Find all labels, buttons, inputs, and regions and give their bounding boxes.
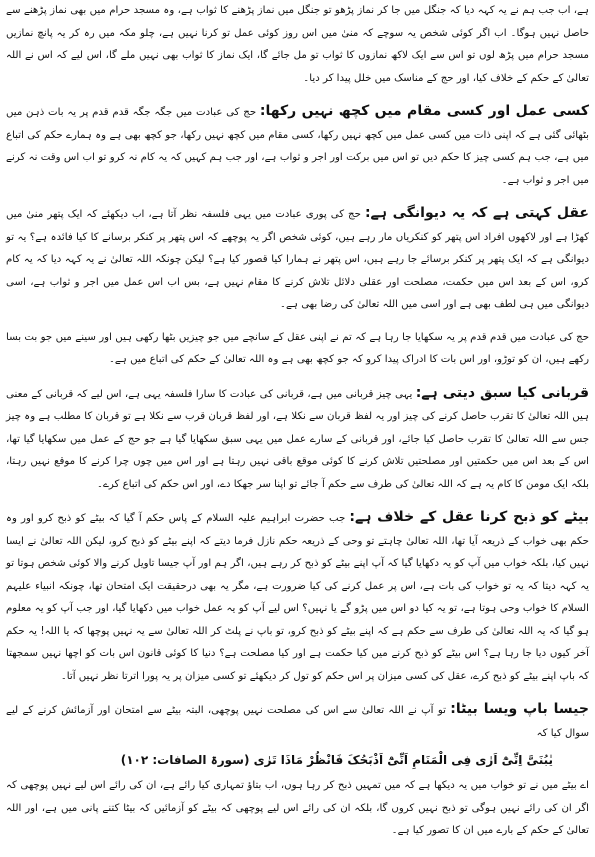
- section-heading: جیسا باپ ویسا بیٹا:: [450, 701, 589, 717]
- paragraph: بیٹے کو ذبح کرنا عقل کے خلاف ہے: جب حضرت ابراہیم علیہ السلام کے پاس حکم آ گیا کہ بیٹے کو ذبح کرو اور وہ حکم بھی خواب کے ذریعہ آیا تھا، اللہ تعالیٰ چاہتے تو وحی کے ذریعہ حکم نازل فرما دیتے کہ اپنے بیٹے کو ذبح کرو، لیکن اللہ تعالیٰ نے ایسا نہیں کیا، بلکہ خواب میں آپ کو یہ دکھایا گیا کہ آپ اپنے بیٹے کو ذبح کر رہے ہیں، اگر ہم اور آپ جیسا تاویل کرنے والا کوئی شخص ہوتا تو یہ کہہ دیتا کہ یہ تو خواب کی بات ہے، اس پر عمل کرنے کی کیا ضرورت ہے، مگر یہ بھی درحقیقت ایک امتحان تھا، چونکہ انبیاء علیہم السلام کا خواب وحی ہوتا ہے، تو یہ کیا دو اس میں پڑو گے یا نہیں؟ اس لیے آپ کو یہ عمل خواب میں دکھایا گیا، اور جب آپ کو یہ معلوم ہو گیا کہ یہ اللہ تعالیٰ کی طرف سے حکم ہے کہ اپنے بیٹے کو ذبح کرو، تو باپ نے پلٹ کر اللہ تعالیٰ سے یہ نہیں پوچھا کہ یا اللہ! یہ حکم آخر کیوں دیا جا رہا ہے؟ اس بیٹے کو ذبح کرنے میں کیا حکمت ہے اور کیا مصلحت ہے؟ دنیا کا کوئی قانون اس بات کو اچھا نہیں سمجھتا کہ باپ اپنے بیٹے کو ذبح کرے، عقل کی کسی میزان پر اس حکم کو تول کر دیکھئے تو کسی میزان پر یہ پورا اترتا نظر نہیں آتا۔: [6, 509, 589, 682]
- section-heading: قربانی کیا سبق دیتی ہے:: [415, 384, 589, 401]
- section-heading: بیٹے کو ذبح کرنا عقل کے خلاف ہے:: [349, 509, 589, 525]
- paragraph: اے بیٹے میں نے تو خواب میں یہ دیکھا ہے کہ میں تمہیں ذبح کر رہا ہوں، اب بتاؤ تمہاری کیا رائے ہے، ان کی رائے اس لیے نہیں پوچھی کہ اگر ان کی رائے نہیں ہوگی تو ذبح نہیں کروں گا، بلکہ ان کی رائے اس لیے پوچھی کہ بیٹے کو آزمائیں کہ بیٹا کتنے پانی میں ہے، اور اللہ تعالیٰ کے حکم کے بارے میں ان کا تصور کیا ہے۔: [6, 780, 589, 836]
- document-page: [6, 0, 589, 857]
- paragraph: حج کی عبادت میں قدم قدم پر یہ سکھایا جا رہا ہے کہ تم نے اپنی عقل کے سانچے میں جو چیزیں بٹھا رکھی ہیں اور سینے میں جو بت بسا رکھے ہیں، ان کو توڑو، اور اس بات کا ادراک پیدا کرو کہ جو کچھ بھی ہے وہ اللہ تعالیٰ کے حکم کی اتباع میں ہے۔: [6, 331, 589, 365]
- quran-verse: یٰبُنَیَّ اِنِّیْٓ اَرٰی فِی الْمَنَامِ اَنِّیْٓ اَذْبَحُکَ فَانْظُرْ مَاذَا تَرٰی (سورۃ الصافات: ۱۰۲): [120, 753, 553, 767]
- paragraph: عقل کہتی ہے کہ یہ دیوانگی ہے: حج کی پوری عبادت میں یہی فلسفہ نظر آتا ہے، اب دیکھئے کہ ایک پتھر منیٰ میں کھڑا ہے اور لاکھوں افراد اس پتھر کو کنکریاں مار رہے ہیں، کوئی شخص اگر یہ پوچھے کہ اس پتھر پر کنکر برسانے کا کیا فائدہ ہے؟ یہ تو دیوانگی ہے کہ ایک پتھر پر کنکر برسائے جا رہے ہیں، اس پتھر نے ہمارا کیا قصور کیا ہے؟ لیکن چونکہ اللہ تعالیٰ نے یہ کہہ دیا کہ یہ کام کرو، اس کے بعد اس میں حکمت، مصلحت اور عقلی دلائل تلاش کرنے کا مقام نہیں ہے، بس اب اس عمل میں اجر و ثواب ہے، اسی دیوانگی میں ہی لطف بھی ہے اور اسی میں اللہ تعالیٰ کی رضا بھی ہے۔: [6, 205, 589, 310]
- paragraph: جیسا باپ ویسا بیٹا: تو آپ نے اللہ تعالیٰ سے اس کی مصلحت نہیں پوچھی، البتہ بیٹے سے امتحان اور آزمائش کرنے کے لیے سوال کیا کہ: [6, 701, 589, 739]
- paragraph: قربانی کیا سبق دیتی ہے: یہی چیز قربانی میں ہے، قربانی کی عبادت کا سارا فلسفہ یہی ہے، اس لیے کہ قربانی کے معنی ہیں اللہ تعالیٰ کا تقرب حاصل کرنے کی چیز اور یہ لفظ قربان سے نکلا ہے، اور لفظ قربان قرب سے نکلا ہے تو قربان کا مطلب ہے وہ چیز جس سے اللہ تعالیٰ کا تقرب حاصل کیا جائے، اور قربانی کے سارے عمل میں یہی سبق سکھایا گیا ہے جو حج کے عمل میں سکھایا گیا تھا، اس کے بعد اس میں حکمتیں اور مصلحتیں تلاش کرنے کا کوئی موقع باقی نہیں رہتا ہے اور اس میں چوں چرا کرنے کا موقع نہیں رہتا، بلکہ ایک مومن کا کام یہ ہے کہ اللہ تعالیٰ کی طرف سے حکم آ جائے تو اپنا سر جھکا دے، اور اس حکم کی اتباع کرے۔: [6, 384, 589, 490]
- paragraph: کسی عمل اور کسی مقام میں کچھ نہیں رکھا: حج کی عبادت میں جگہ جگہ قدم قدم پر یہ بات ذہن میں بٹھائی گئی ہے کہ اپنی ذات میں کسی عمل میں کچھ نہیں رکھا، کسی مقام میں کچھ نہیں رکھا، جو کچھ بھی ہے وہ ہمارے حکم کی اتباع میں ہے، جب ہم کسی چیز کا حکم دیں تو اس میں برکت اور اجر و ثواب ہے، اور جب ہم کہیں کہ یہ کام نہ کرو تو اب اس وقت نہ کرنے میں اجر و ثواب ہے۔: [6, 103, 589, 186]
- section-heading: کسی عمل اور کسی مقام میں کچھ نہیں رکھا:: [259, 103, 589, 119]
- section-heading: عقل کہتی ہے کہ یہ دیوانگی ہے:: [364, 205, 589, 221]
- paragraph: ہے، اب جب ہم نے یہ کہہ دیا کہ جنگل میں جا کر نماز پڑھو تو جنگل میں نماز پڑھنے کا ثواب ہے، وہ مسجد حرام میں بھی نماز پڑھنے سے حاصل نہیں ہوگا۔ اب اگر کوئی شخص یہ سوچے کہ منیٰ میں اس روز کوئی عمل تو کرنا نہیں ہے، چلو مکہ میں رہ کر یہ پانچ نمازیں مسجد حرام میں پڑھ لوں تو اس سے ایک لاکھ نمازوں کا ثواب تو مل جائے گا، ایک نماز کا ثواب بھی نہیں ملے گا، اس لیے کہ اس نے اللہ تعالیٰ کے حکم کے خلاف کیا، اور حج کے مناسک میں خلل پیدا کر دیا۔: [6, 5, 589, 84]
